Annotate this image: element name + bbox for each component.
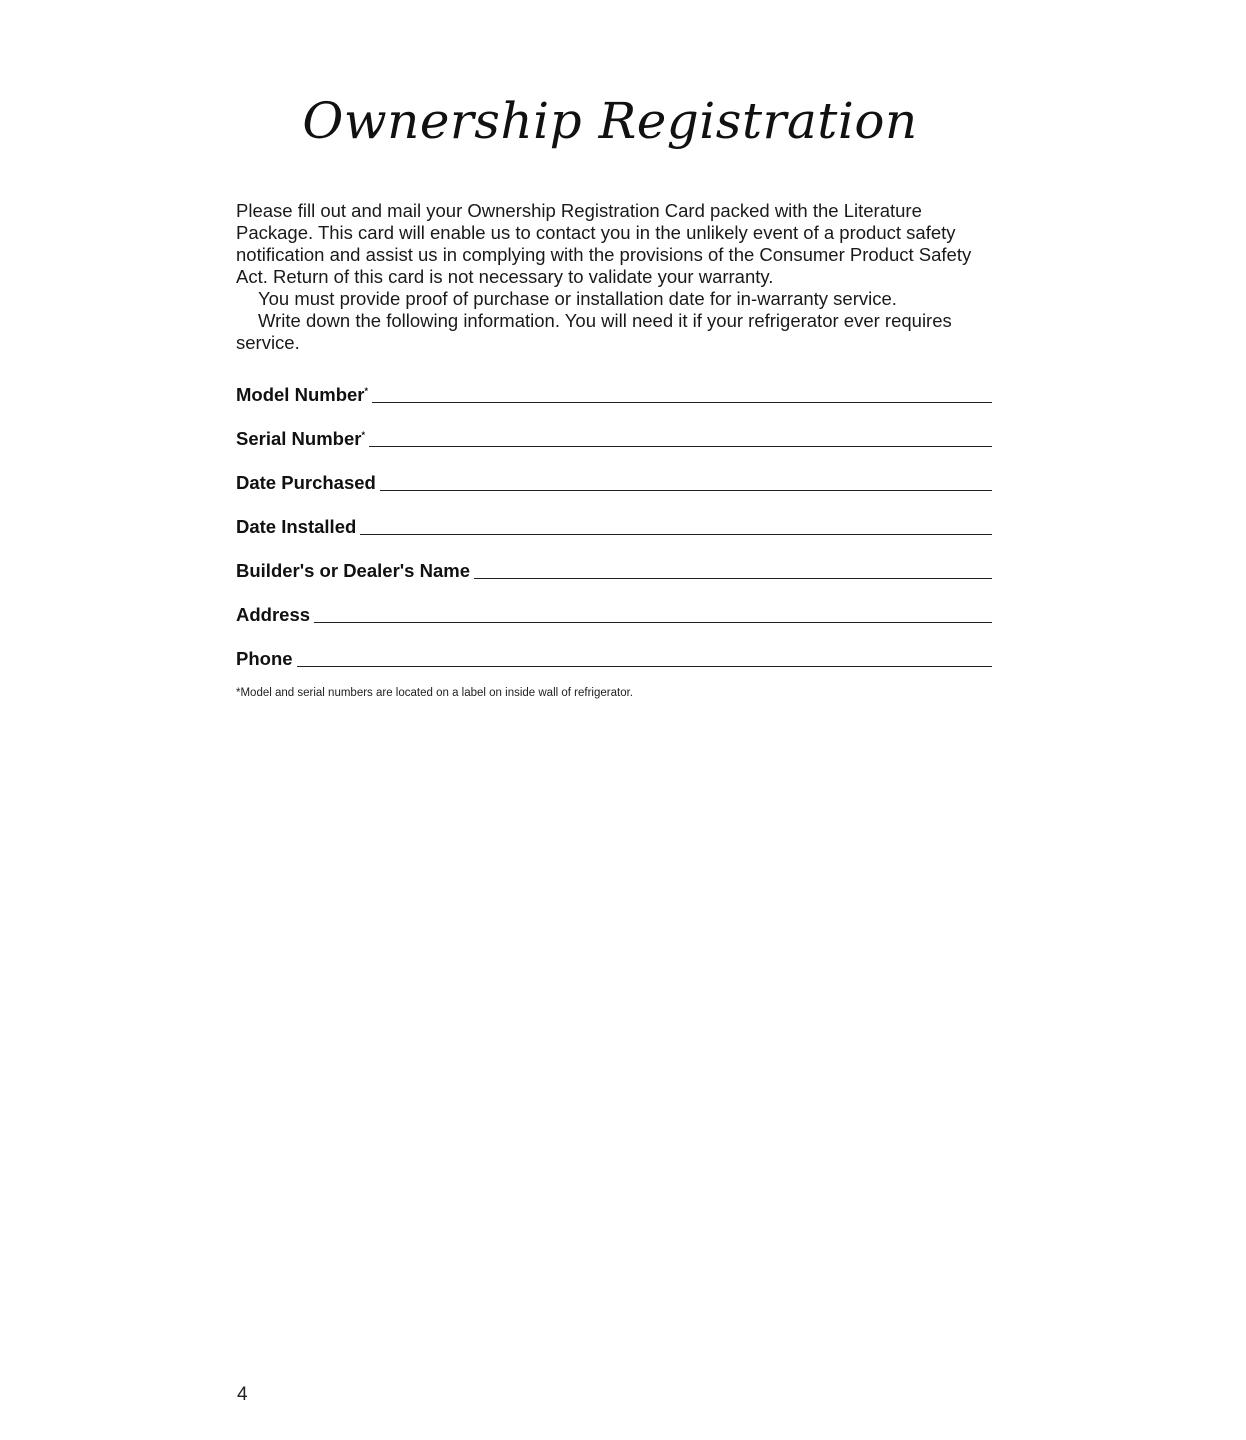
field-blank-line[interactable] bbox=[474, 560, 992, 579]
field-dealer-name bbox=[236, 550, 992, 582]
field-blank-line[interactable] bbox=[314, 604, 992, 623]
field-label: Phone bbox=[236, 648, 293, 669]
registration-fields bbox=[236, 374, 992, 682]
field-date-installed bbox=[236, 506, 992, 538]
field-address bbox=[236, 594, 992, 626]
page-title: Ownership Registration bbox=[302, 92, 918, 150]
field-blank-line[interactable] bbox=[360, 516, 992, 535]
field-label: Address bbox=[236, 604, 311, 625]
field-label: Date Purchased bbox=[236, 472, 376, 493]
intro-paragraph-1: Please fill out and mail your Ownership Registration Card packed with the Literature Package. This card will enable us to contact you in the unlikely event of a product safety notification and assist us in complying with the provisions of the Consumer Product Safety Act. Return of this card is not necessary to validate your warranty. bbox=[236, 200, 972, 287]
field-label: Serial Number* bbox=[236, 428, 365, 449]
field-blank-line[interactable] bbox=[369, 428, 992, 447]
intro-paragraph-3: Write down the following information. You will need it if your refrigerator ever requires service. bbox=[236, 310, 952, 353]
field-model-number bbox=[236, 374, 992, 406]
field-blank-line[interactable] bbox=[372, 384, 992, 403]
field-blank-line[interactable] bbox=[380, 472, 992, 491]
footnote: *Model and serial numbers are located on a label on inside wall of refrigerator. bbox=[236, 687, 633, 699]
field-label: Date Installed bbox=[236, 516, 357, 537]
field-phone bbox=[236, 638, 992, 670]
intro-text bbox=[236, 200, 996, 354]
field-label: Model Number* bbox=[236, 384, 368, 405]
field-blank-line[interactable] bbox=[297, 648, 992, 667]
page-number: 4 bbox=[237, 1384, 248, 1405]
intro-paragraph-2: You must provide proof of purchase or installation date for in-warranty service. bbox=[258, 288, 897, 309]
field-date-purchased bbox=[236, 462, 992, 494]
field-serial-number bbox=[236, 418, 992, 450]
field-label: Builder's or Dealer's Name bbox=[236, 560, 470, 581]
